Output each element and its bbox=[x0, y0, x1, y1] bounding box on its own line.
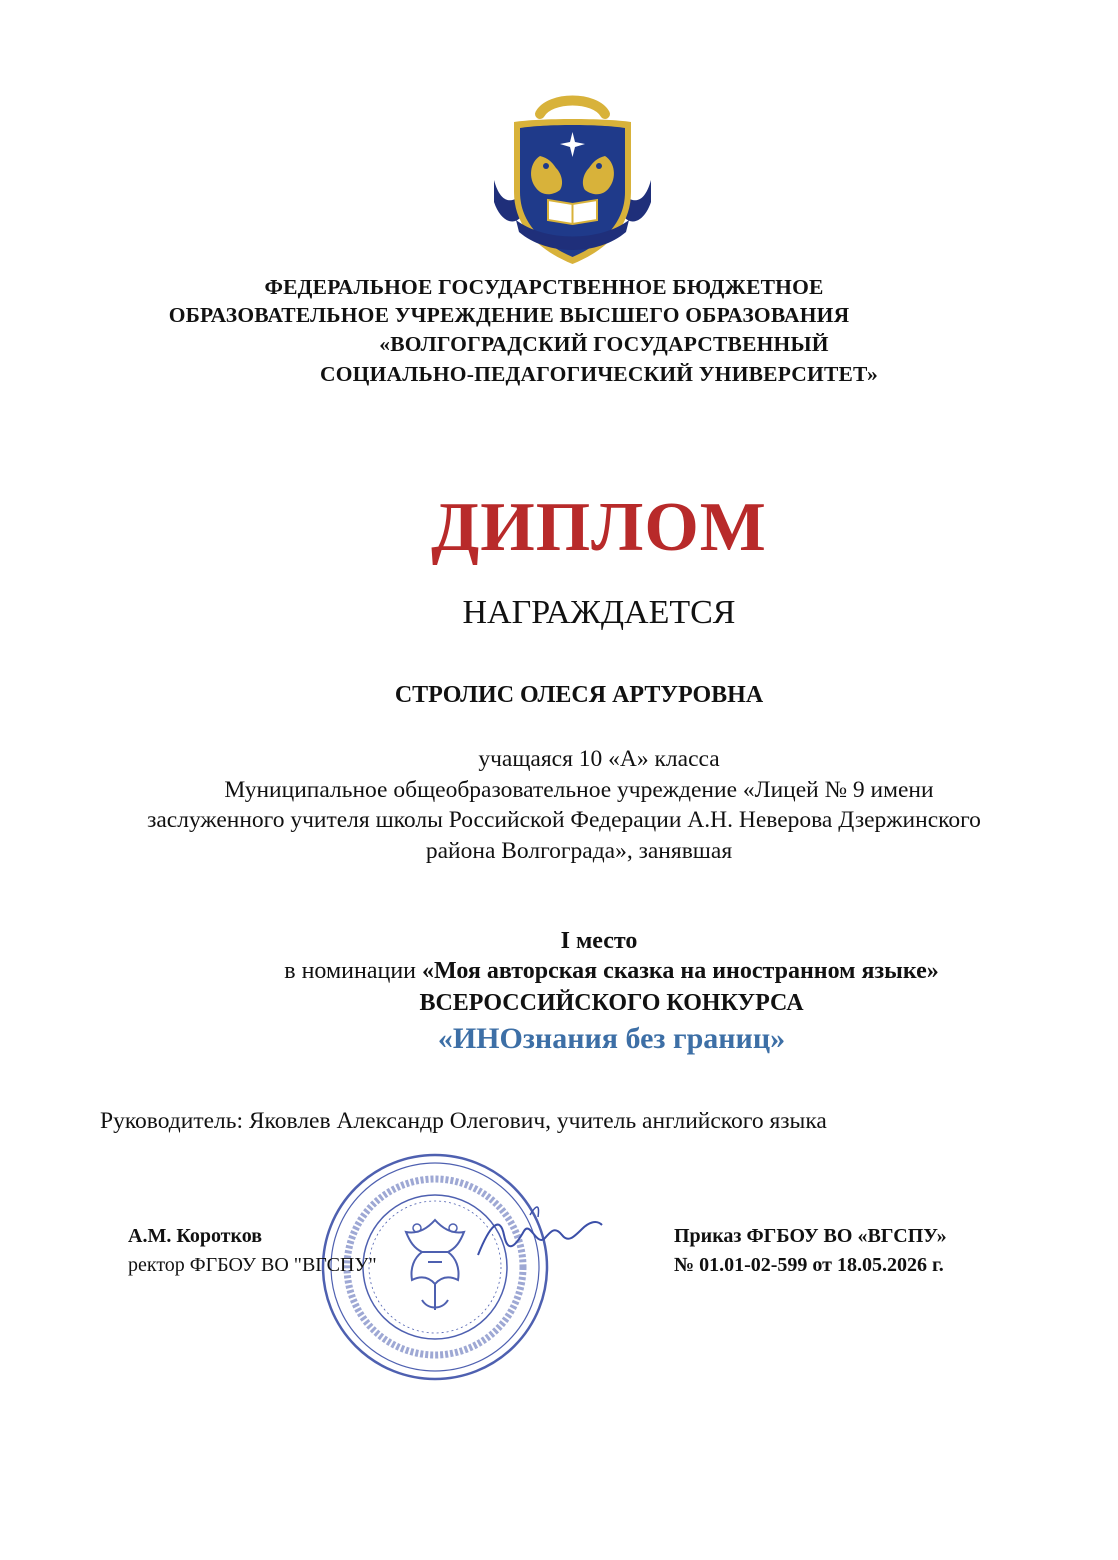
recipient-name: СТРОЛИС ОЛЕСЯ АРТУРОВНА bbox=[394, 682, 764, 708]
contest-label: ВСЕРОССИЙСКОГО КОНКУРСА bbox=[419, 990, 804, 1016]
university-crest-icon bbox=[490, 92, 655, 270]
awarded-heading: НАГРАЖДАЕТСЯ bbox=[462, 594, 736, 631]
nomination-name: «Моя авторская сказка на иностранном языке» bbox=[422, 958, 939, 984]
organization-line-1: ФЕДЕРАЛЬНОЕ ГОСУДАРСТВЕННОЕ БЮДЖЕТНОЕ bbox=[264, 275, 824, 299]
supervisor-line: Руководитель: Яковлев Александр Олегович, учитель английского языка bbox=[100, 1108, 827, 1134]
organization-line-3: «ВОЛГОГРАДСКИЙ ГОСУДАРСТВЕННЫЙ bbox=[379, 332, 829, 356]
handwritten-signature-icon bbox=[470, 1195, 610, 1275]
student-info-line-3: заслуженного учителя школы Российской Федерации А.Н. Неверова Дзержинского bbox=[147, 807, 981, 833]
student-info-line-1: учащаяся 10 «А» класса bbox=[478, 746, 720, 772]
order-reference: Приказ ФГБОУ ВО «ВГСПУ» bbox=[674, 1225, 947, 1247]
rector-name: А.М. Коротков bbox=[128, 1225, 263, 1247]
nomination-line bbox=[0, 958, 1118, 985]
student-info-line-4: района Волгограда», занявшая bbox=[425, 838, 733, 864]
place-award: I место bbox=[560, 928, 638, 954]
organization-line-4: СОЦИАЛЬНО-ПЕДАГОГИЧЕСКИЙ УНИВЕРСИТЕТ» bbox=[320, 362, 878, 386]
order-number-date: № 01.01-02-599 от 18.05.2026 г. bbox=[674, 1254, 944, 1276]
student-info-line-2: Муниципальное общеобразовательное учреждение «Лицей № 9 имени bbox=[224, 777, 934, 803]
contest-name: «ИНОзнания без границ» bbox=[437, 1022, 786, 1055]
diploma-title: ДИПЛОМ bbox=[431, 489, 767, 566]
rector-title: ректор ФГБОУ ВО "ВГСПУ" bbox=[128, 1254, 377, 1276]
organization-line-2: ОБРАЗОВАТЕЛЬНОЕ УЧРЕЖДЕНИЕ ВЫСШЕГО ОБРАЗОВАНИЯ bbox=[168, 303, 850, 327]
nomination-prefix: в номинации bbox=[284, 958, 423, 984]
